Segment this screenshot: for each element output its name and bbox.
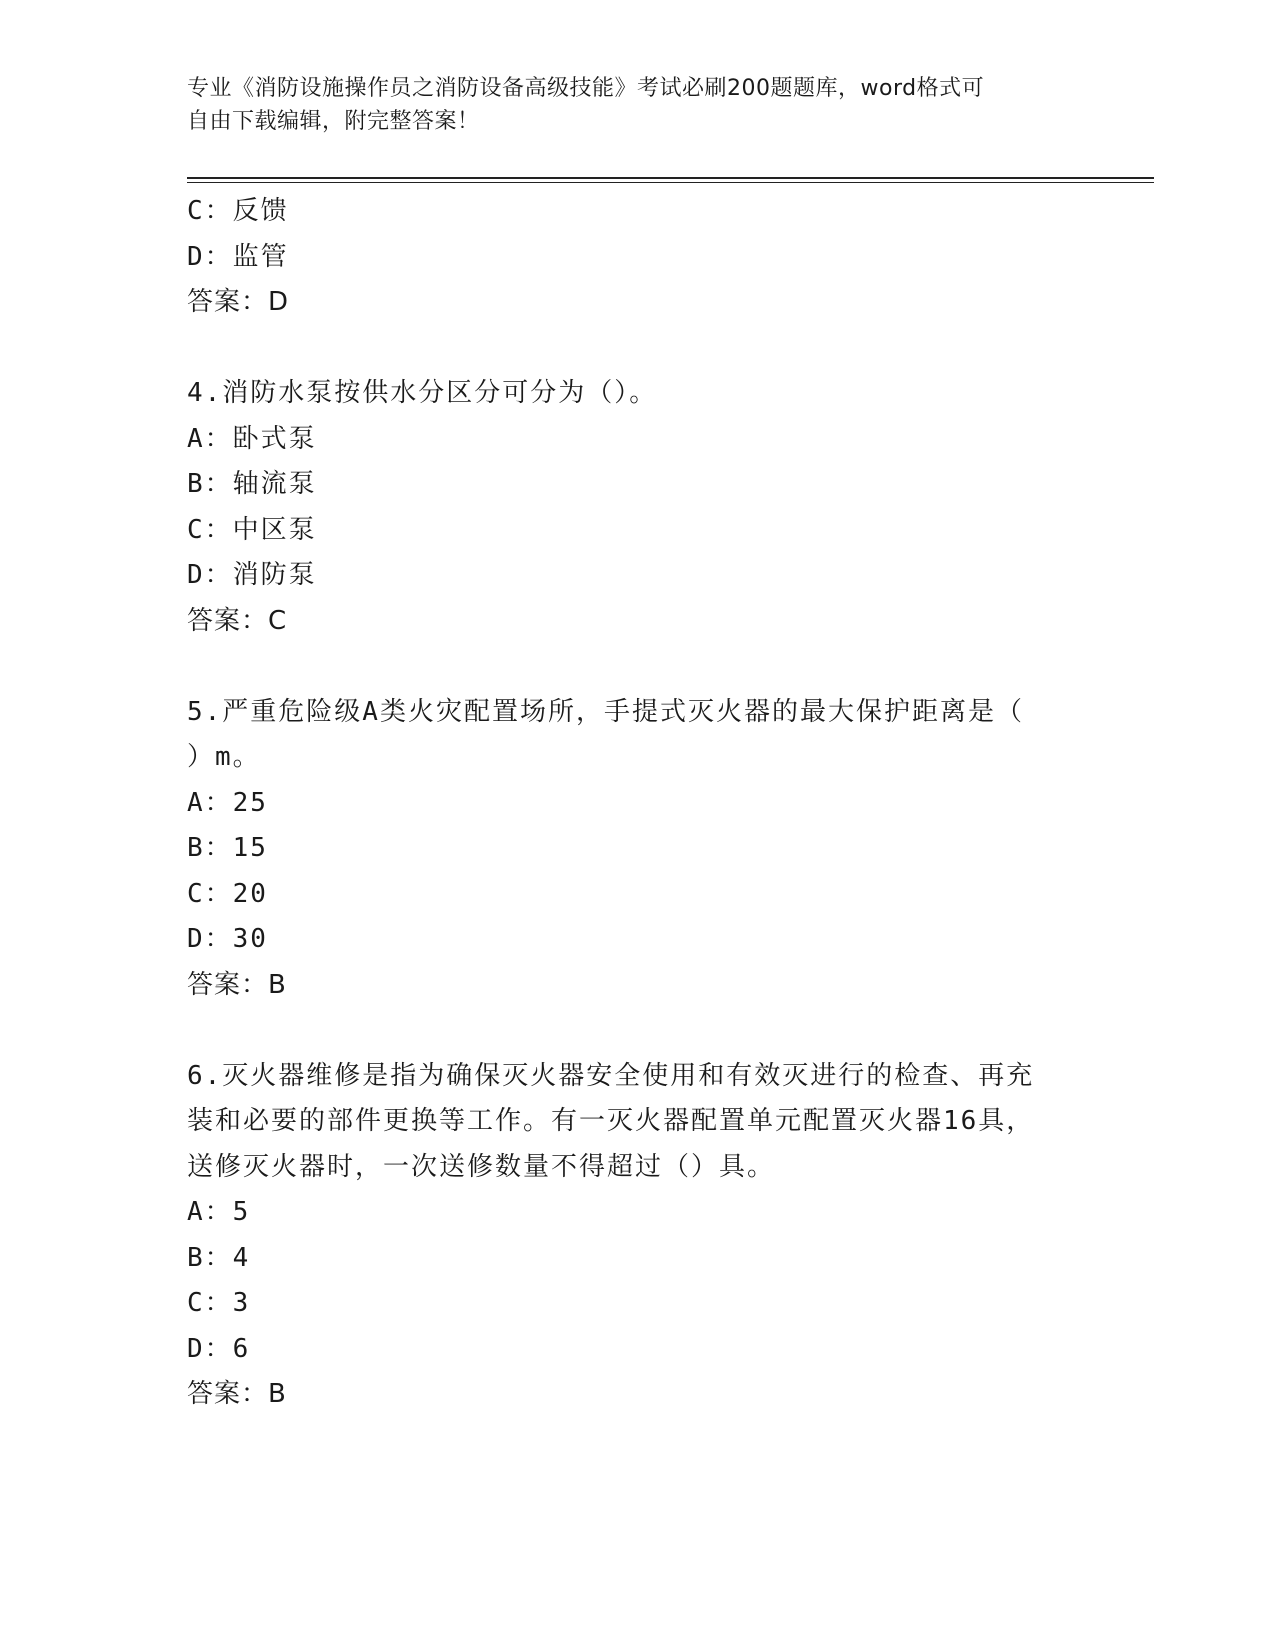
- option-key: D：: [187, 560, 233, 590]
- option-c: [187, 1281, 1077, 1327]
- option-b: [187, 462, 1077, 508]
- option-key: B：: [187, 1242, 233, 1273]
- question-4: [187, 371, 1077, 644]
- question-stem-line-2: 装和必要的部件更换等工作。有一灭火器配置单元配置灭火器16具，: [187, 1106, 1035, 1136]
- spacer: [187, 644, 1077, 690]
- option-text: 20: [232, 878, 268, 909]
- option-c: [187, 508, 1077, 554]
- option-key: D：: [187, 924, 233, 954]
- option-text: 中区泵: [232, 514, 317, 545]
- spacer: [187, 1008, 1077, 1054]
- option-key: C：: [187, 196, 233, 226]
- option-c: [187, 189, 1077, 235]
- option-a: [187, 1190, 1077, 1236]
- option-text: 3: [232, 1288, 251, 1318]
- option-a: [187, 417, 1077, 463]
- option-key: D：: [187, 1333, 233, 1364]
- option-text: 卧式泵: [232, 423, 317, 454]
- option-key: B：: [187, 469, 233, 499]
- option-text: 4: [232, 1242, 251, 1273]
- question-3-continued: [187, 189, 1077, 326]
- option-d: [187, 553, 1077, 599]
- answer-line: 答案：C: [187, 605, 288, 636]
- option-text: 30: [232, 924, 268, 954]
- question-stem: 4.消防水泵按供水分区分可分为（）。: [187, 378, 658, 408]
- question-list: [187, 189, 1077, 1418]
- answer-line: 答案：B: [187, 969, 287, 1000]
- question-stem-line-2: ）m。: [187, 742, 261, 772]
- option-d: [187, 235, 1077, 281]
- option-b: [187, 826, 1077, 872]
- answer-line: 答案：B: [187, 1379, 287, 1409]
- question-stem-line-1: 5.严重危险级A类火灾配置场所，手提式灭火器的最大保护距离是（: [187, 696, 1024, 727]
- option-key: C：: [187, 1288, 233, 1318]
- header-line-2: 自由下载编辑，附完整答案！: [187, 109, 480, 134]
- question-stem-line-1: 6.灭火器维修是指为确保灭火器安全使用和有效灭进行的检查、再充: [187, 1060, 1035, 1091]
- question-5: [187, 690, 1077, 1009]
- option-text: 6: [232, 1333, 251, 1364]
- option-key: A：: [187, 1197, 233, 1227]
- option-text: 反馈: [232, 196, 289, 226]
- option-text: 轴流泵: [232, 469, 317, 499]
- option-key: C：: [187, 514, 233, 545]
- option-a: [187, 781, 1077, 827]
- option-text: 25: [232, 787, 268, 818]
- option-b: [187, 1236, 1077, 1282]
- option-text: 监管: [232, 241, 289, 272]
- option-text: 15: [232, 833, 268, 863]
- answer-line: 答案：D: [187, 287, 290, 317]
- question-stem-line-3: 送修灭火器时，一次送修数量不得超过（）具。: [187, 1151, 776, 1182]
- option-key: A：: [187, 787, 233, 818]
- option-d: [187, 1327, 1077, 1373]
- option-key: A：: [187, 423, 233, 454]
- header-line-1: 专业《消防设施操作员之消防设备高级技能》考试必刷200题题库，word格式可: [187, 76, 985, 101]
- option-text: 消防泵: [232, 560, 317, 590]
- option-d: [187, 917, 1077, 963]
- option-text: 5: [232, 1197, 251, 1227]
- header-divider-thick: [187, 177, 1154, 179]
- option-key: D：: [187, 241, 233, 272]
- option-key: C：: [187, 878, 233, 909]
- spacer: [187, 326, 1077, 372]
- question-6: [187, 1054, 1077, 1418]
- option-c: [187, 872, 1077, 918]
- option-key: B：: [187, 833, 233, 863]
- document-header: [187, 72, 1067, 138]
- header-divider-thin: [187, 182, 1154, 183]
